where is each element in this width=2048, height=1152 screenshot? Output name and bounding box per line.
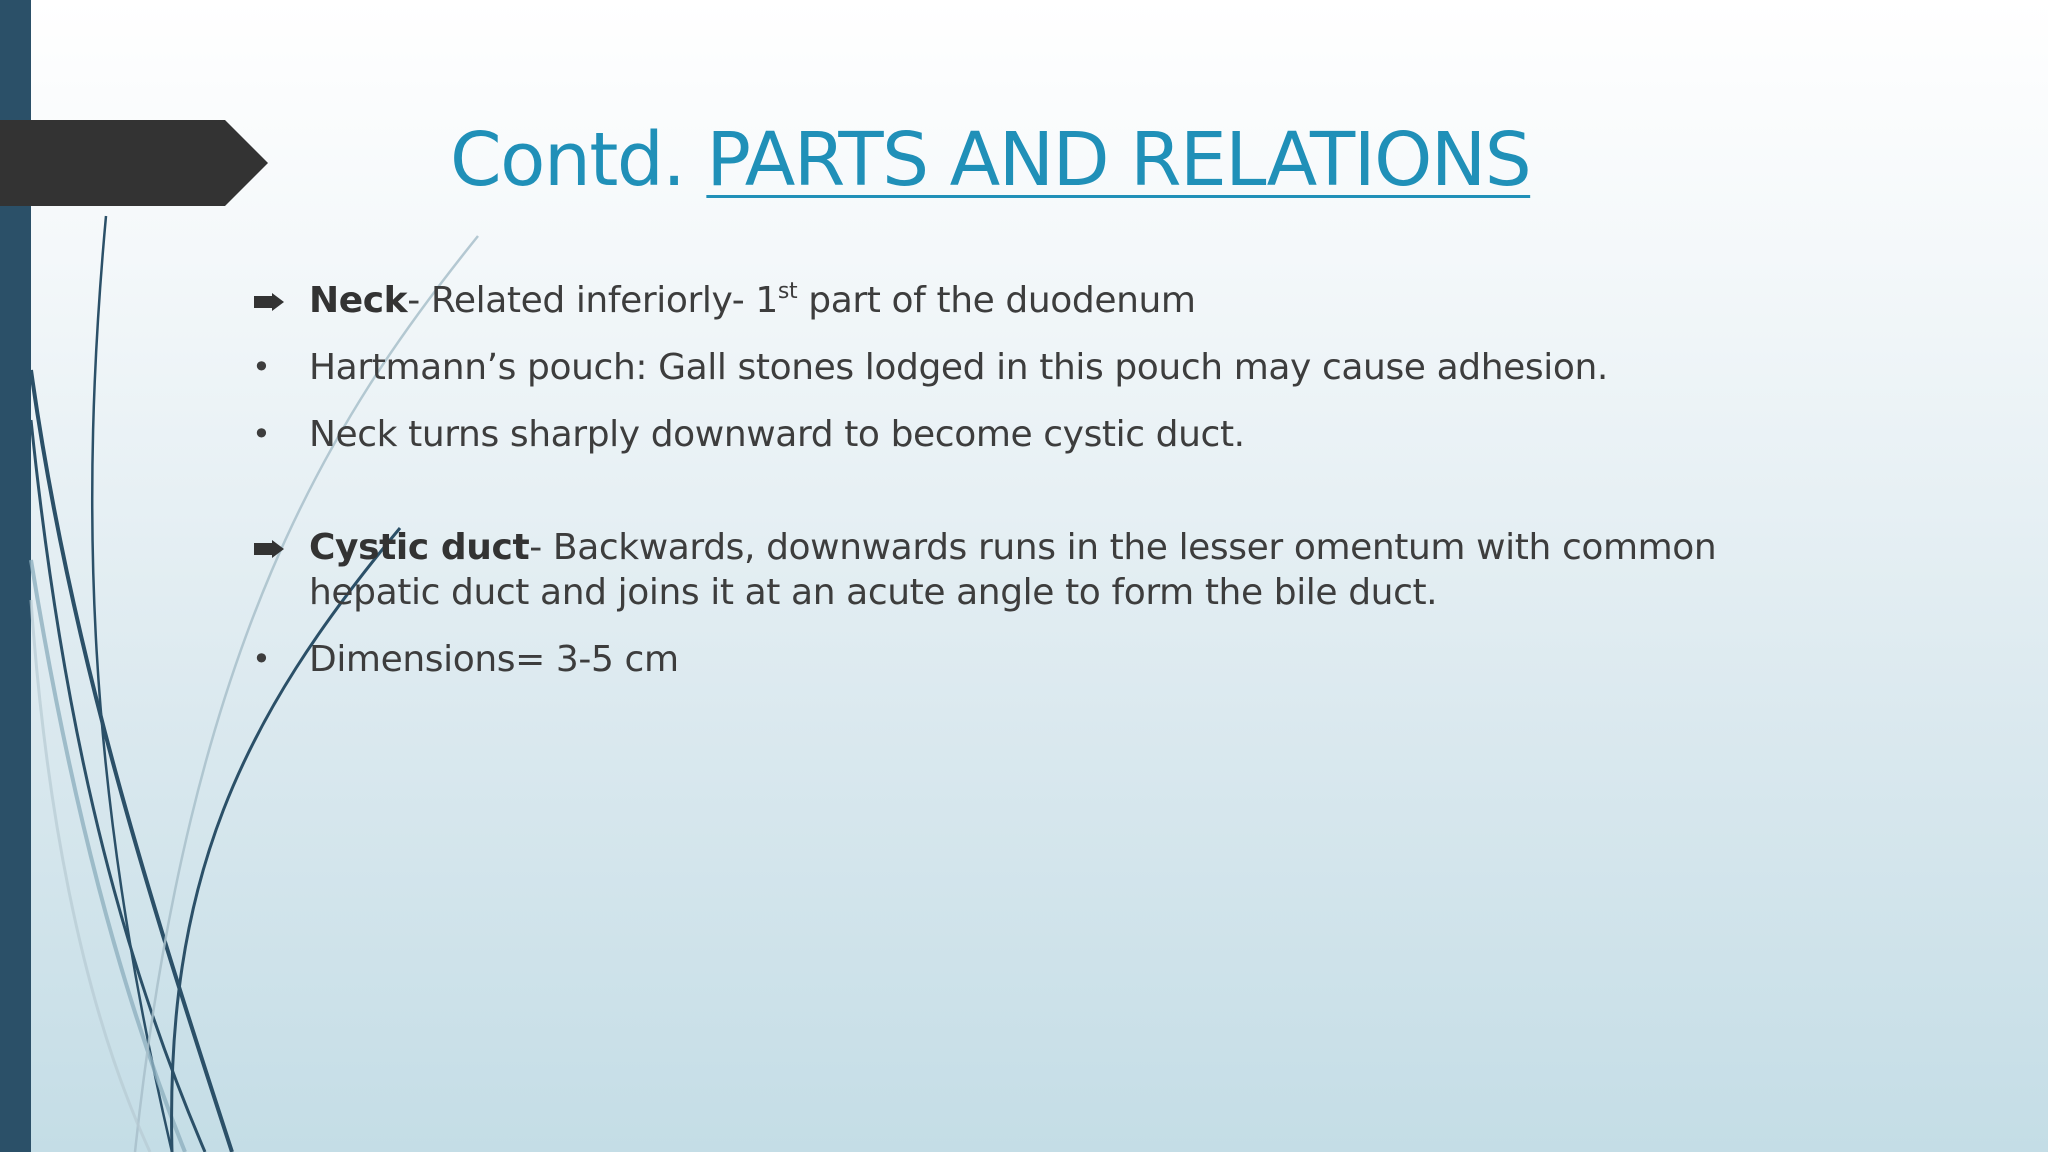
item-text: Hartmann’s pouch: Gall stones lodged in this pouch may cause adhesion. xyxy=(309,347,1608,388)
dot-bullet-icon: • xyxy=(252,415,271,453)
list-item-neck xyxy=(248,278,1808,323)
bullet-list xyxy=(248,278,1808,704)
list-item-dimensions xyxy=(248,637,1808,682)
list-item-neck-turns xyxy=(248,412,1808,457)
item-bold-label: Neck xyxy=(309,280,408,321)
list-item-cystic-duct xyxy=(248,525,1808,615)
slide-title xyxy=(450,108,1530,212)
item-text: Dimensions= 3-5 cm xyxy=(309,639,679,680)
list-item-hartmann xyxy=(248,345,1808,390)
item-text: - Related inferiorly- 1 xyxy=(407,280,778,321)
item-bold-label: Cystic duct xyxy=(309,527,530,568)
arrow-bullet-icon xyxy=(254,540,284,558)
decor-curve-4 xyxy=(31,560,185,1152)
dot-bullet-icon: • xyxy=(252,640,271,678)
item-superscript: st xyxy=(777,279,798,304)
item-text-after: part of the duodenum xyxy=(797,280,1196,321)
item-text: Neck turns sharply downward to become cystic duct. xyxy=(309,414,1245,455)
dot-bullet-icon: • xyxy=(252,348,271,386)
title-link[interactable]: PARTS AND RELATIONS xyxy=(706,117,1531,203)
title-prefix: Contd. xyxy=(450,117,685,203)
item-text: - Backwards, downwards runs in the lesser omentum with common hepatic duct and joins it at an acute angle to form the bile duct. xyxy=(309,527,1717,613)
arrow-bullet-icon xyxy=(254,293,284,311)
decor-curve-2 xyxy=(31,370,232,1152)
title-tab-shape xyxy=(0,120,270,206)
decor-curve-1 xyxy=(92,216,172,1152)
